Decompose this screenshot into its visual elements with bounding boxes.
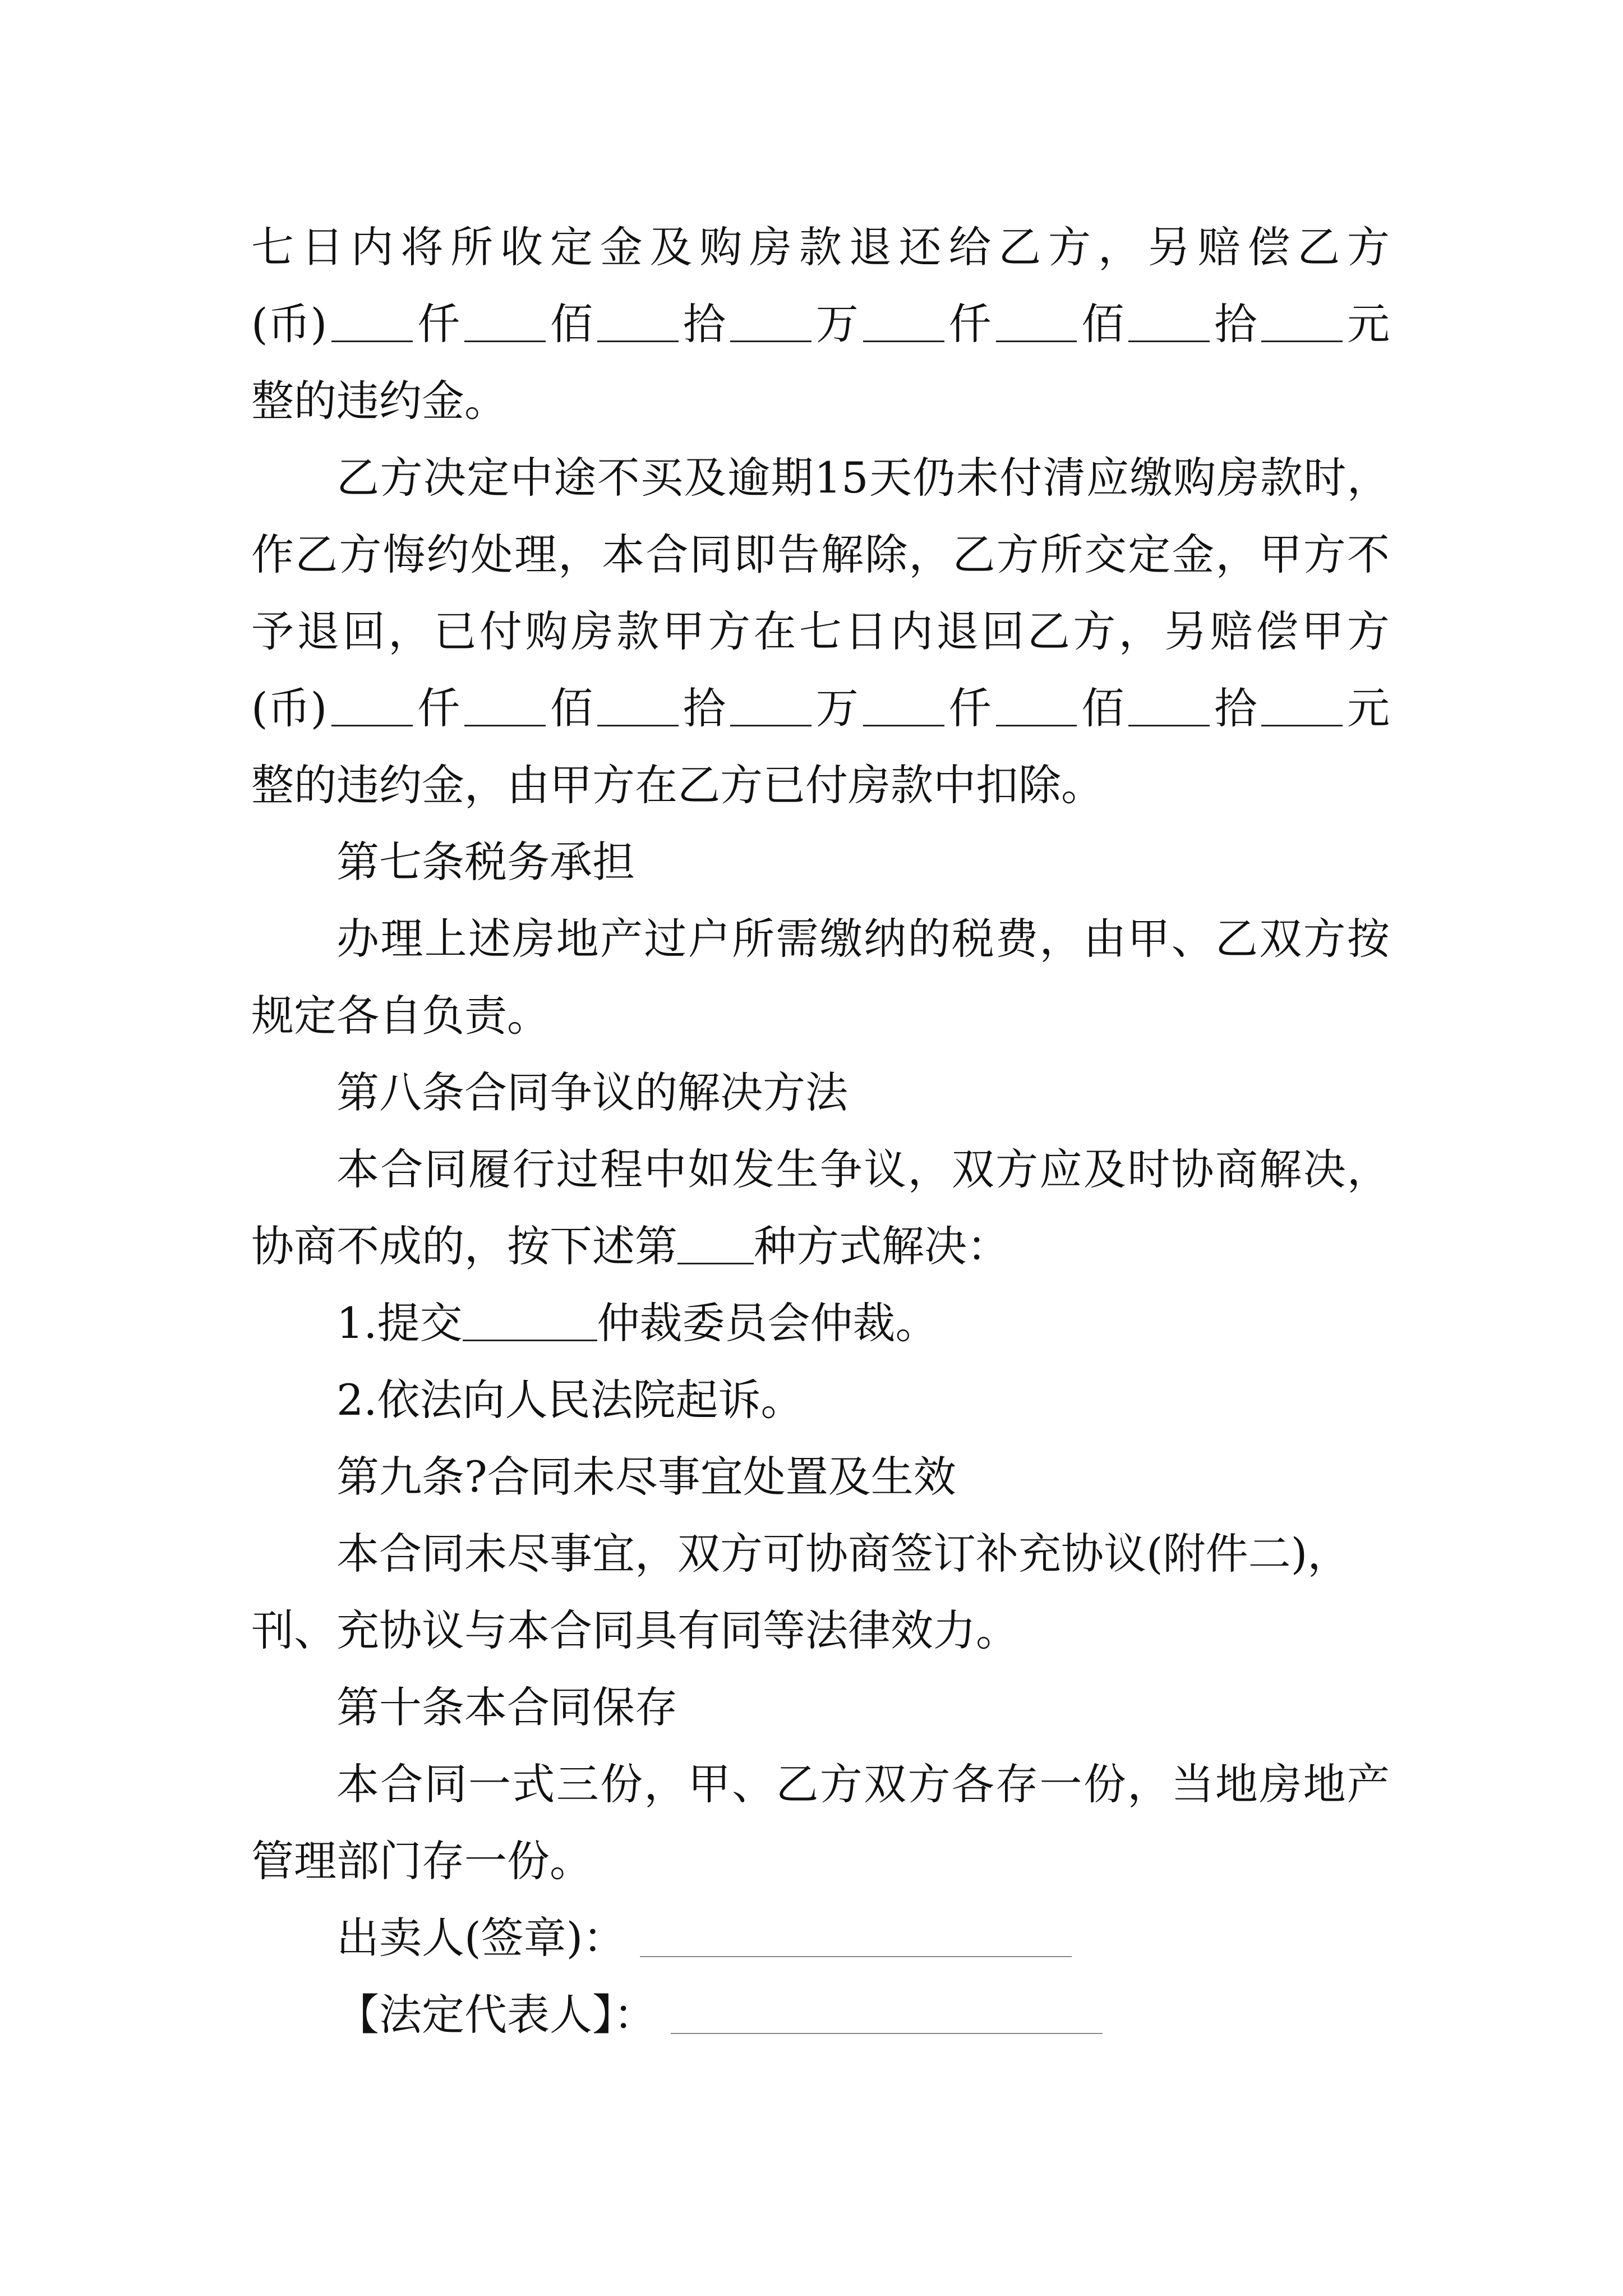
glyph: 约: [426, 530, 469, 579]
glyph: 乙: [1297, 222, 1340, 272]
glyph: 15: [814, 453, 869, 503]
glyph: 应: [1039, 1144, 1082, 1194]
glyph: 房: [570, 606, 614, 656]
glyph: 理: [380, 914, 423, 964]
glyph: 程: [600, 1144, 643, 1194]
text-line: 2.依法向人民法院起诉。: [336, 1375, 804, 1425]
amount-unit: 仟: [417, 299, 460, 349]
glyph: 交: [1083, 530, 1127, 579]
amount-blank: [996, 691, 1077, 726]
glyph: 房: [749, 222, 792, 272]
amount-unit: 仟: [417, 683, 460, 733]
glyph: 生: [776, 1144, 819, 1194]
amount-blank: [597, 691, 679, 726]
glyph: 应: [1086, 453, 1129, 503]
signature-blank: [671, 1999, 1103, 2034]
glyph: 方: [1303, 530, 1346, 579]
glyph: 同: [689, 530, 732, 579]
glyph: 述: [468, 914, 511, 964]
glyph: 天: [869, 453, 912, 503]
text-line: 管理部门存一份。: [251, 1836, 592, 1886]
glyph: 需: [776, 914, 819, 964]
amount-line: [251, 286, 1390, 362]
amount-unit: 佰: [1081, 299, 1124, 349]
amount-line: [251, 670, 1390, 747]
glyph: ，: [1039, 914, 1082, 964]
signature-label: 出卖人(签章)：: [336, 1913, 626, 1963]
glyph: 合: [380, 1759, 423, 1809]
glyph: 中: [644, 1144, 687, 1194]
text-line: [251, 1131, 1390, 1208]
glyph: 乙: [295, 530, 338, 579]
text-line: 整的违约金。: [251, 376, 507, 426]
amount-unit: 佰: [550, 683, 593, 733]
text-line: [251, 1746, 1390, 1823]
glyph: 产: [600, 914, 643, 964]
glyph: ，: [1118, 606, 1161, 656]
amount-blank: [863, 691, 944, 726]
glyph: 方: [996, 530, 1039, 579]
glyph: 乙: [1215, 914, 1258, 964]
amount-blank: [1261, 307, 1343, 342]
glyph: 费: [995, 914, 1039, 964]
glyph: 不: [597, 453, 640, 503]
signature-representative: [251, 1976, 1390, 2053]
text-line: 整的违约金，由甲方在乙方已付房款中扣除。: [251, 760, 1104, 810]
glyph: 甲: [688, 1759, 731, 1809]
text-line: [251, 439, 1390, 516]
amount-unit: 仟: [948, 683, 992, 733]
glyph: 的: [907, 914, 951, 964]
glyph: 双: [864, 1759, 907, 1809]
amount-unit: 拾: [1214, 683, 1257, 733]
glyph: 告: [777, 530, 820, 579]
amount-blank: [863, 307, 944, 342]
glyph: 、: [1171, 914, 1214, 964]
amount-blank: [464, 691, 546, 726]
glyph: 三: [556, 1759, 599, 1809]
amount-blank: [996, 307, 1077, 342]
glyph: 在: [753, 606, 796, 656]
signature-seller: [251, 1899, 1390, 1976]
article-title: 第九条?合同未尽事宜处置及生效: [336, 1452, 956, 1502]
glyph: 定: [550, 222, 593, 272]
glyph: 不: [1347, 530, 1390, 579]
amount-blank: [597, 307, 679, 342]
glyph: 金: [600, 222, 643, 272]
glyph: 房: [512, 914, 555, 964]
glyph: 乙: [336, 453, 379, 503]
glyph: 日: [845, 606, 888, 656]
glyph: 予: [251, 606, 294, 656]
glyph: 期: [771, 453, 814, 503]
glyph: 及: [649, 222, 693, 272]
article-title: 第八条合同争议的解决方法: [336, 1068, 848, 1117]
currency-label: (币): [251, 299, 328, 349]
glyph: 逾: [727, 453, 770, 503]
glyph: 协: [1171, 1144, 1214, 1194]
glyph: 办: [336, 914, 379, 964]
glyph: 户: [688, 914, 731, 964]
glyph: 乙: [952, 530, 995, 579]
glyph: 七: [799, 606, 842, 656]
amount-blank: [730, 307, 811, 342]
glyph: 方: [708, 606, 751, 656]
amount-blank: [730, 691, 811, 726]
glyph: 方: [907, 1759, 951, 1809]
fill-in-blank: [677, 1229, 754, 1264]
glyph: 决: [1303, 1144, 1346, 1194]
signature-blank: [640, 1922, 1072, 1957]
glyph: 退: [936, 606, 979, 656]
glyph: 方: [819, 1759, 863, 1809]
amount-unit: 拾: [683, 683, 726, 733]
glyph: 退: [297, 606, 340, 656]
glyph: 缴: [1129, 453, 1173, 503]
glyph: 地: [556, 914, 599, 964]
glyph: 地: [1303, 1759, 1346, 1809]
glyph: 中: [510, 453, 553, 503]
glyph: 份: [600, 1759, 643, 1809]
amount-blank: [1128, 691, 1210, 726]
glyph: 时: [1127, 1144, 1170, 1194]
glyph: 发: [732, 1144, 775, 1194]
glyph: 定: [467, 453, 510, 503]
glyph: 方: [339, 530, 382, 579]
glyph: 购: [699, 222, 743, 272]
amount-blank: [1261, 691, 1343, 726]
glyph: 乙: [998, 222, 1041, 272]
glyph: 行: [512, 1144, 555, 1194]
text-line: 规定各自负责。: [251, 991, 550, 1041]
glyph: 定: [1128, 530, 1171, 579]
text-line: [251, 1285, 1390, 1361]
glyph: 房: [1216, 453, 1260, 503]
glyph: ，: [907, 1144, 951, 1194]
glyph: 已: [434, 606, 477, 656]
glyph: 合: [380, 1144, 423, 1194]
glyph: 本: [336, 1759, 379, 1809]
article-title: 第七条税务承担: [336, 837, 635, 887]
glyph: 如: [688, 1144, 731, 1194]
glyph: 七: [251, 222, 294, 272]
glyph: 回: [342, 606, 385, 656]
glyph: ，: [1347, 1144, 1390, 1194]
glyph: 甲: [1301, 606, 1344, 656]
glyph: 所: [732, 914, 775, 964]
text-segment: 种方式解决：: [754, 1221, 1009, 1271]
amount-blank: [1128, 307, 1210, 342]
glyph: 存: [995, 1759, 1039, 1809]
glyph: 税: [951, 914, 994, 964]
glyph: 乙: [1027, 606, 1070, 656]
glyph: 双: [951, 1144, 994, 1194]
glyph: 商: [1215, 1144, 1258, 1194]
glyph: 议: [864, 1144, 907, 1194]
glyph: 上: [424, 914, 467, 964]
glyph: 清: [1043, 453, 1086, 503]
glyph: 内: [351, 222, 394, 272]
glyph: 未: [956, 453, 999, 503]
glyph: 甲: [1259, 530, 1302, 579]
text-line: [251, 1208, 1390, 1285]
signature-label: 【法定代表人】：: [336, 1990, 656, 2040]
currency-label: (币): [251, 683, 328, 733]
glyph: 方: [1073, 606, 1116, 656]
glyph: 房: [1259, 1759, 1302, 1809]
glyph: 一: [468, 1759, 511, 1809]
article-title: 第十条本合同保存: [336, 1682, 677, 1732]
glyph: 途: [554, 453, 597, 503]
amount-unit: 佰: [1081, 683, 1124, 733]
amount-blank: [464, 307, 546, 342]
glyph: 方: [1048, 222, 1091, 272]
glyph: 偿: [1255, 606, 1298, 656]
glyph: 日: [301, 222, 344, 272]
glyph: 买: [640, 453, 684, 503]
amount-unit: 佰: [550, 299, 593, 349]
glyph: 乙: [776, 1759, 819, 1809]
amount-unit: 拾: [1214, 299, 1257, 349]
glyph: 理: [514, 530, 557, 579]
glyph: 金: [1172, 530, 1215, 579]
glyph: 购: [525, 606, 568, 656]
glyph: 作: [251, 530, 294, 579]
glyph: 本: [602, 530, 645, 579]
text-segment: 协商不成的，按下述第: [251, 1221, 677, 1271]
glyph: 还: [898, 222, 942, 272]
text-line: 刊、充协议与本合同具有同等法律效力。: [251, 1605, 1018, 1655]
glyph: 将: [400, 222, 444, 272]
glyph: 及: [684, 453, 727, 503]
glyph: 、: [732, 1759, 775, 1809]
glyph: 式: [512, 1759, 555, 1809]
glyph: 双: [1259, 914, 1302, 964]
glyph: 处: [470, 530, 513, 579]
glyph: 款: [1260, 453, 1303, 503]
glyph: 即: [733, 530, 776, 579]
amount-unit: 拾: [683, 299, 726, 349]
glyph: 退: [849, 222, 892, 272]
glyph: 内: [890, 606, 933, 656]
glyph: ，: [1098, 222, 1141, 272]
glyph: 除: [865, 530, 908, 579]
glyph: 争: [819, 1144, 863, 1194]
glyph: 所: [450, 222, 494, 272]
glyph: 履: [468, 1144, 511, 1194]
glyph: 本: [336, 1144, 379, 1194]
text-line: [251, 900, 1390, 977]
glyph: 当: [1171, 1759, 1214, 1809]
glyph: 方: [1347, 222, 1390, 272]
glyph: 由: [1083, 914, 1126, 964]
glyph: 一: [1039, 1759, 1082, 1809]
glyph: 另: [1164, 606, 1207, 656]
glyph: 份: [1083, 1759, 1126, 1809]
amount-unit: 元: [1347, 683, 1390, 733]
glyph: 方: [380, 453, 423, 503]
glyph: 产: [1347, 1759, 1390, 1809]
glyph: 款: [616, 606, 660, 656]
glyph: 同: [424, 1144, 467, 1194]
glyph: 赔: [1210, 606, 1253, 656]
amount-unit: 万: [815, 299, 859, 349]
glyph: 方: [1303, 914, 1346, 964]
text-line: [251, 209, 1390, 286]
glyph: 所: [1040, 530, 1083, 579]
amount-blank: [331, 307, 413, 342]
glyph: 悔: [382, 530, 426, 579]
glyph: 偿: [1247, 222, 1290, 272]
text-segment: 仲裁委员会仲裁。: [597, 1298, 938, 1348]
glyph: 方: [1347, 606, 1390, 656]
glyph: 按: [1347, 914, 1390, 964]
glyph: 纳: [864, 914, 907, 964]
glyph: 仍: [912, 453, 956, 503]
glyph: 甲: [1127, 914, 1170, 964]
text-line: [251, 516, 1390, 593]
glyph: 付: [479, 606, 523, 656]
glyph: 过: [644, 914, 687, 964]
glyph: 回: [981, 606, 1025, 656]
glyph: 方: [995, 1144, 1039, 1194]
document-body: [251, 209, 1390, 2053]
glyph: 及: [1083, 1144, 1126, 1194]
glyph: 各: [951, 1759, 994, 1809]
glyph: 收: [500, 222, 543, 272]
glyph: ，: [644, 1759, 687, 1809]
glyph: ，: [388, 606, 431, 656]
glyph: 解: [821, 530, 864, 579]
glyph: 赔: [1197, 222, 1241, 272]
glyph: 另: [1147, 222, 1191, 272]
fill-in-blank: [463, 1306, 597, 1341]
text-segment: 1.提交: [336, 1298, 463, 1348]
amount-blank: [331, 691, 413, 726]
glyph: 同: [424, 1759, 467, 1809]
glyph: 时: [1303, 453, 1347, 503]
glyph: 决: [423, 453, 466, 503]
amount-unit: 元: [1347, 299, 1390, 349]
glyph: ，: [1215, 530, 1258, 579]
glyph: 合: [645, 530, 689, 579]
glyph: 款: [799, 222, 842, 272]
glyph: ，: [909, 530, 952, 579]
text-line: 本合同未尽事宜，双方可协商签订补充协议(附件二)，: [336, 1529, 1350, 1579]
glyph: 解: [1259, 1144, 1302, 1194]
glyph: 购: [1173, 453, 1216, 503]
text-line: [251, 593, 1390, 670]
glyph: 给: [948, 222, 992, 272]
glyph: ，: [1127, 1759, 1170, 1809]
glyph: 甲: [662, 606, 705, 656]
amount-unit: 万: [815, 683, 859, 733]
glyph: ，: [1347, 453, 1390, 503]
glyph: ，: [558, 530, 601, 579]
glyph: 付: [999, 453, 1043, 503]
glyph: 过: [556, 1144, 599, 1194]
glyph: 缴: [819, 914, 863, 964]
amount-unit: 仟: [948, 299, 992, 349]
glyph: 地: [1215, 1759, 1258, 1809]
